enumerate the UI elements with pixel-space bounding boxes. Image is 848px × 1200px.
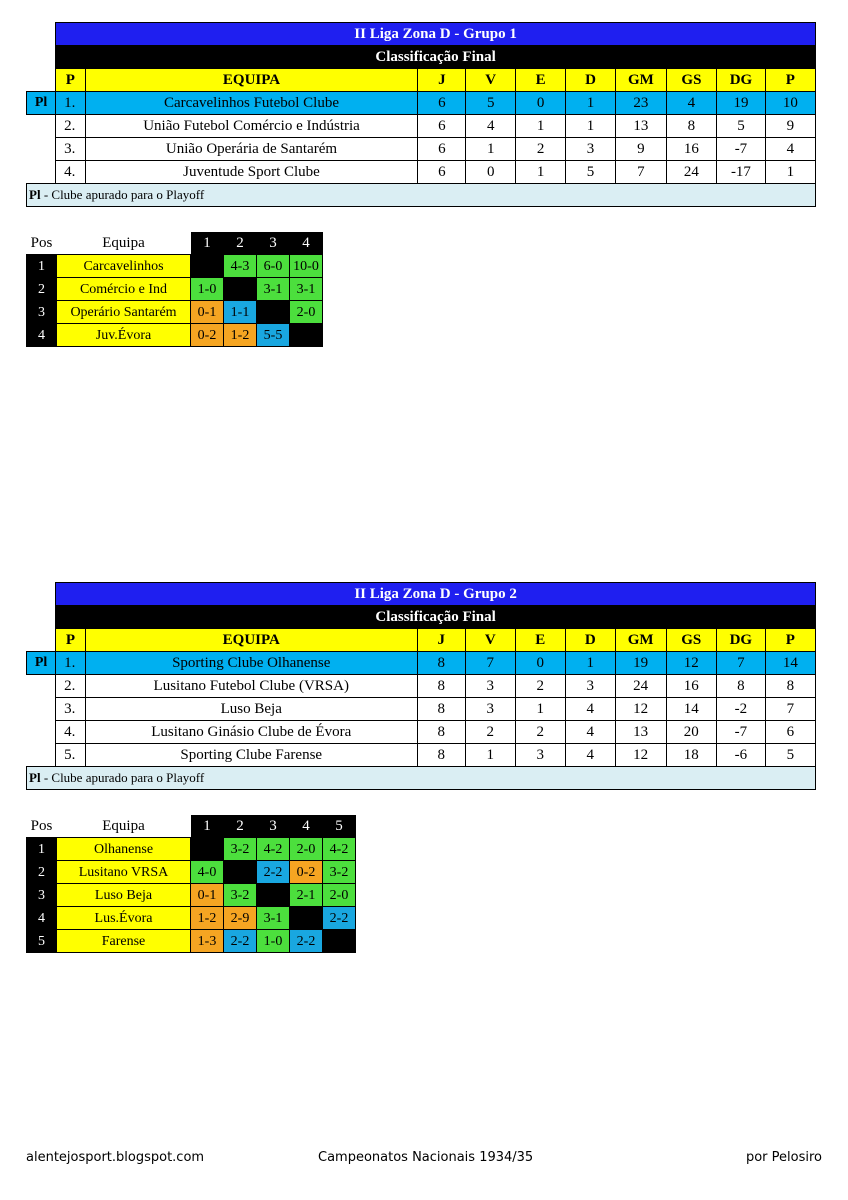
group-1-standings: [26, 22, 816, 207]
cell-dg: 8: [717, 675, 766, 698]
result-cell: 2-0: [290, 838, 323, 861]
result-cell: 5-5: [257, 324, 290, 347]
result-cell: 1-0: [191, 278, 224, 301]
cell-team: Sporting Clube Olhanense: [85, 652, 417, 675]
result-cell: 2-0: [290, 301, 323, 324]
cell-j: 8: [417, 721, 465, 744]
cell-p: 7: [765, 698, 815, 721]
result-cell: 2-0: [323, 884, 356, 907]
column-header: D: [566, 69, 616, 92]
matrix-row: [27, 324, 323, 347]
result-cell: 0-1: [191, 301, 224, 324]
blank-cell: [27, 606, 56, 629]
cell-v: 7: [465, 652, 515, 675]
blank-cell: [27, 115, 56, 138]
cell-dg: -17: [717, 161, 766, 184]
result-cell: 10-0: [290, 255, 323, 278]
header-row: [27, 629, 816, 652]
result-cell: 1-0: [257, 930, 290, 953]
result-cell: 3-1: [257, 907, 290, 930]
cell-p: 6: [765, 721, 815, 744]
cell-gm: 9: [616, 138, 667, 161]
cell-d: 4: [565, 744, 615, 767]
result-cell: [257, 301, 290, 324]
cell-j: 6: [418, 161, 466, 184]
cell-team: Juventude Sport Clube: [85, 161, 418, 184]
opponent-column-header: 4: [290, 815, 323, 838]
cell-e: 2: [515, 721, 565, 744]
result-cell: 2-2: [290, 930, 323, 953]
cell-gs: 16: [666, 675, 716, 698]
row-team: Operário Santarém: [57, 301, 191, 324]
row-position: 1: [27, 255, 57, 278]
column-header: J: [418, 69, 466, 92]
blank-cell: [27, 629, 56, 652]
cell-dg: -6: [717, 744, 766, 767]
result-cell: 0-2: [290, 861, 323, 884]
playoff-badge: Pl: [27, 92, 56, 115]
cell-v: 1: [466, 138, 516, 161]
table-row: [27, 161, 816, 184]
row-position: 4: [27, 907, 57, 930]
blank-cell: [27, 23, 56, 46]
cell-team: União Futebol Comércio e Indústria: [85, 115, 418, 138]
cell-e: 2: [515, 675, 565, 698]
table-row: [27, 115, 816, 138]
cell-pos: 2.: [56, 675, 86, 698]
result-cell: 1-2: [224, 324, 257, 347]
row-team: Comércio e Ind: [57, 278, 191, 301]
matrix-row: [27, 278, 323, 301]
row-team: Carcavelinhos: [57, 255, 191, 278]
result-cell: 1-3: [191, 930, 224, 953]
result-cell: 1-1: [224, 301, 257, 324]
result-cell: [257, 884, 290, 907]
team-header: Equipa: [57, 815, 191, 838]
cell-gm: 7: [616, 161, 667, 184]
column-header: GM: [615, 629, 666, 652]
blank-cell: [27, 675, 56, 698]
standings-table: [26, 582, 816, 790]
legend-note: [27, 184, 816, 207]
result-cell: [290, 907, 323, 930]
cell-gm: 19: [615, 652, 666, 675]
title-row: [27, 583, 816, 606]
title-row: [27, 23, 816, 46]
result-cell: 3-1: [290, 278, 323, 301]
result-cell: [224, 861, 257, 884]
result-cell: [191, 255, 224, 278]
result-cell: [323, 930, 356, 953]
result-cell: 3-2: [323, 861, 356, 884]
note-row: [27, 184, 816, 207]
group-title: II Liga Zona D - Grupo 2: [56, 583, 816, 606]
row-team: Juv.Évora: [57, 324, 191, 347]
footer-site: alentejosport.blogspot.com: [26, 1150, 205, 1165]
cell-dg: 19: [717, 92, 766, 115]
cell-pos: 1.: [56, 92, 86, 115]
result-cell: 2-2: [224, 930, 257, 953]
table-row: [27, 698, 816, 721]
table-row: [27, 675, 816, 698]
column-header: EQUIPA: [85, 69, 418, 92]
cell-d: 4: [565, 721, 615, 744]
cell-pos: 2.: [56, 115, 86, 138]
cell-pos: 3.: [56, 138, 86, 161]
result-cell: 2-9: [224, 907, 257, 930]
result-cell: [224, 278, 257, 301]
matrix-row: [27, 838, 356, 861]
cell-gm: 13: [615, 721, 666, 744]
opponent-column-header: 4: [290, 232, 323, 255]
opponent-column-header: 1: [191, 815, 224, 838]
cell-gm: 12: [615, 744, 666, 767]
legend-key: Pl: [29, 770, 41, 785]
cell-gs: 12: [666, 652, 716, 675]
cell-gs: 18: [666, 744, 716, 767]
table-row: [27, 744, 816, 767]
cell-team: Lusitano Ginásio Clube de Évora: [85, 721, 417, 744]
row-team: Lusitano VRSA: [57, 861, 191, 884]
column-header: P: [56, 69, 86, 92]
result-cell: [290, 324, 323, 347]
legend-text: - Clube apurado para o Playoff: [40, 187, 205, 202]
cell-gs: 14: [666, 698, 716, 721]
group-2-standings: [26, 582, 816, 790]
legend-key: Pl: [29, 187, 41, 202]
cell-d: 3: [565, 675, 615, 698]
pos-header: Pos: [27, 815, 57, 838]
cell-d: 1: [566, 92, 616, 115]
cell-gs: 8: [666, 115, 716, 138]
standings-table: [26, 22, 816, 207]
cell-gs: 16: [666, 138, 716, 161]
blank-cell: [27, 721, 56, 744]
matrix-row: [27, 255, 323, 278]
cell-v: 4: [466, 115, 516, 138]
row-team: Farense: [57, 930, 191, 953]
table-row: [27, 652, 816, 675]
cell-j: 8: [417, 675, 465, 698]
cell-e: 1: [516, 115, 566, 138]
blank-cell: [27, 138, 56, 161]
cell-e: 0: [516, 92, 566, 115]
results-matrix-table: [26, 815, 356, 953]
matrix-row: [27, 930, 356, 953]
matrix-header-row: [27, 232, 323, 255]
cell-pos: 1.: [56, 652, 86, 675]
result-cell: 2-2: [257, 861, 290, 884]
result-cell: 4-3: [224, 255, 257, 278]
cell-team: Lusitano Futebol Clube (VRSA): [85, 675, 417, 698]
cell-team: Luso Beja: [85, 698, 417, 721]
cell-e: 1: [516, 161, 566, 184]
row-team: Luso Beja: [57, 884, 191, 907]
table-row: [27, 138, 816, 161]
cell-gs: 24: [666, 161, 716, 184]
cell-j: 6: [418, 115, 466, 138]
cell-j: 6: [418, 92, 466, 115]
result-cell: [191, 838, 224, 861]
results-matrix-table: [26, 232, 323, 347]
column-header: GM: [616, 69, 667, 92]
opponent-column-header: 2: [224, 815, 257, 838]
cell-gs: 4: [666, 92, 716, 115]
cell-dg: 7: [717, 652, 766, 675]
group-2-results-matrix: [26, 815, 356, 953]
column-header: V: [465, 629, 515, 652]
cell-gs: 20: [666, 721, 716, 744]
cell-team: União Operária de Santarém: [85, 138, 418, 161]
cell-p: 8: [765, 675, 815, 698]
table-row: [27, 92, 816, 115]
cell-j: 6: [418, 138, 466, 161]
result-cell: 3-2: [224, 838, 257, 861]
cell-d: 3: [566, 138, 616, 161]
footer-title: Campeonatos Nacionais 1934/35: [318, 1150, 534, 1165]
cell-team: Sporting Clube Farense: [85, 744, 417, 767]
matrix-row: [27, 884, 356, 907]
opponent-column-header: 3: [257, 815, 290, 838]
cell-p: 14: [765, 652, 815, 675]
cell-e: 0: [515, 652, 565, 675]
result-cell: 4-2: [323, 838, 356, 861]
column-header: P: [56, 629, 86, 652]
matrix-header-row: [27, 815, 356, 838]
cell-dg: -7: [717, 721, 766, 744]
column-header: DG: [717, 629, 766, 652]
column-header: E: [516, 69, 566, 92]
cell-v: 3: [465, 698, 515, 721]
cell-team: Carcavelinhos Futebol Clube: [85, 92, 418, 115]
legend-note: [27, 767, 816, 790]
column-header: D: [565, 629, 615, 652]
row-position: 3: [27, 301, 57, 324]
column-header: GS: [666, 69, 716, 92]
subtitle-row: [27, 46, 816, 69]
footer-author: por Pelosiro: [745, 1150, 822, 1165]
column-header: E: [515, 629, 565, 652]
column-header: J: [417, 629, 465, 652]
cell-v: 2: [465, 721, 515, 744]
blank-cell: [27, 744, 56, 767]
column-header: P: [765, 629, 815, 652]
cell-dg: -2: [717, 698, 766, 721]
cell-e: 3: [515, 744, 565, 767]
playoff-badge: Pl: [27, 652, 56, 675]
result-cell: 2-1: [290, 884, 323, 907]
cell-p: 5: [765, 744, 815, 767]
result-cell: 4-0: [191, 861, 224, 884]
column-header: EQUIPA: [85, 629, 417, 652]
column-header: GS: [666, 629, 716, 652]
row-team: Olhanense: [57, 838, 191, 861]
cell-d: 1: [565, 652, 615, 675]
pos-header: Pos: [27, 232, 57, 255]
cell-v: 3: [465, 675, 515, 698]
cell-gm: 12: [615, 698, 666, 721]
cell-e: 2: [516, 138, 566, 161]
subtitle-row: [27, 606, 816, 629]
cell-gm: 13: [616, 115, 667, 138]
group-subtitle: Classificação Final: [56, 46, 816, 69]
opponent-column-header: 2: [224, 232, 257, 255]
table-row: [27, 721, 816, 744]
cell-j: 8: [417, 698, 465, 721]
column-header: V: [466, 69, 516, 92]
cell-pos: 3.: [56, 698, 86, 721]
cell-gm: 24: [615, 675, 666, 698]
cell-dg: 5: [717, 115, 766, 138]
cell-dg: -7: [717, 138, 766, 161]
result-cell: 3-2: [224, 884, 257, 907]
result-cell: 0-2: [191, 324, 224, 347]
blank-cell: [27, 583, 56, 606]
result-cell: 2-2: [323, 907, 356, 930]
row-position: 2: [27, 278, 57, 301]
cell-v: 0: [466, 161, 516, 184]
cell-pos: 5.: [56, 744, 86, 767]
opponent-column-header: 5: [323, 815, 356, 838]
result-cell: 0-1: [191, 884, 224, 907]
row-position: 2: [27, 861, 57, 884]
cell-j: 8: [417, 652, 465, 675]
cell-p: 9: [765, 115, 815, 138]
matrix-row: [27, 301, 323, 324]
cell-e: 1: [515, 698, 565, 721]
group-title: II Liga Zona D - Grupo 1: [56, 23, 816, 46]
result-cell: 1-2: [191, 907, 224, 930]
matrix-row: [27, 907, 356, 930]
group-subtitle: Classificação Final: [56, 606, 816, 629]
legend-text: - Clube apurado para o Playoff: [40, 770, 205, 785]
group-1-results-matrix: [26, 232, 323, 347]
note-row: [27, 767, 816, 790]
column-header: DG: [717, 69, 766, 92]
row-position: 5: [27, 930, 57, 953]
cell-p: 4: [765, 138, 815, 161]
result-cell: 4-2: [257, 838, 290, 861]
row-position: 3: [27, 884, 57, 907]
blank-cell: [27, 161, 56, 184]
result-cell: 6-0: [257, 255, 290, 278]
row-team: Lus.Évora: [57, 907, 191, 930]
opponent-column-header: 1: [191, 232, 224, 255]
cell-v: 1: [465, 744, 515, 767]
blank-cell: [27, 698, 56, 721]
result-cell: 3-1: [257, 278, 290, 301]
blank-cell: [27, 46, 56, 69]
row-position: 4: [27, 324, 57, 347]
opponent-column-header: 3: [257, 232, 290, 255]
cell-j: 8: [417, 744, 465, 767]
blank-cell: [27, 69, 56, 92]
cell-d: 4: [565, 698, 615, 721]
header-row: [27, 69, 816, 92]
cell-gm: 23: [616, 92, 667, 115]
cell-pos: 4.: [56, 721, 86, 744]
cell-d: 1: [566, 115, 616, 138]
cell-v: 5: [466, 92, 516, 115]
matrix-row: [27, 861, 356, 884]
row-position: 1: [27, 838, 57, 861]
team-header: Equipa: [57, 232, 191, 255]
cell-p: 1: [765, 161, 815, 184]
cell-p: 10: [765, 92, 815, 115]
column-header: P: [765, 69, 815, 92]
cell-d: 5: [566, 161, 616, 184]
cell-pos: 4.: [56, 161, 86, 184]
